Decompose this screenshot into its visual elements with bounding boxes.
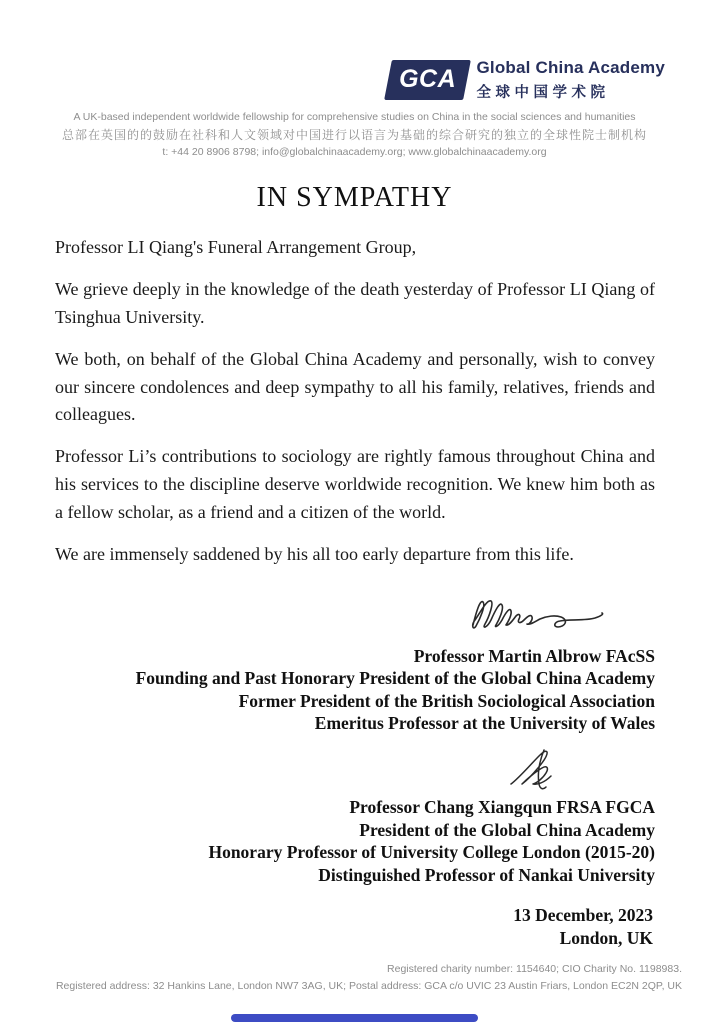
logo-name-chinese: 全球中国学术院 bbox=[476, 85, 610, 101]
gca-logo bbox=[0, 0, 709, 102]
letter-place: London, UK bbox=[559, 927, 653, 948]
letter-title: IN SYMPATHY bbox=[256, 182, 453, 213]
letter-date: 13 December, 2023 bbox=[513, 905, 653, 926]
signatory-2-title-2: Honorary Professor of University College London (2015-20) bbox=[208, 842, 655, 863]
logo-name-english: Global China Academy bbox=[476, 58, 665, 77]
paragraph-2: We both, on behalf of the Global China Academy and personally, wish to convey our sincere condolences and deep sympathy to all his family, relatives, friends and colleagues. bbox=[55, 348, 655, 425]
charity-number-line: Registered charity number: 1154640; CIO Charity No. 1198983. bbox=[387, 963, 682, 976]
paragraph-1: We grieve deeply in the knowledge of the death yesterday of Professor LI Qiang of Tsinghua University. bbox=[55, 278, 655, 327]
contact-line: t: +44 20 8906 8798; info@globalchinaacademy.org; www.globalchinaacademy.org bbox=[162, 146, 547, 158]
signature-martin-albrow-drawing bbox=[463, 589, 613, 641]
signatory-1-title-3: Emeritus Professor at the University of Wales bbox=[314, 713, 655, 734]
gca-logo-text bbox=[476, 58, 665, 102]
signatory-1-name: Professor Martin Albrow FAcSS bbox=[413, 645, 655, 666]
salutation: Professor LI Qiang's Funeral Arrangement Group, bbox=[55, 237, 417, 257]
signature-chang-xiangqun-drawing bbox=[495, 746, 569, 794]
gca-logo-acronym: GCA bbox=[399, 65, 457, 93]
signatory-1-title-2: Former President of the British Sociological Association bbox=[238, 690, 655, 711]
tagline-english: A UK-based independent worldwide fellowship for comprehensive studies on China in the social sciences and humanities bbox=[73, 111, 636, 123]
signatory-2-name: Professor Chang Xiangqun FRSA FGCA bbox=[349, 797, 655, 818]
signature-martin-albrow bbox=[0, 589, 709, 643]
gca-logo-box bbox=[385, 60, 472, 100]
signatory-2-title-3: Distinguished Professor of Nankai University bbox=[318, 864, 655, 885]
bottom-accent-bar bbox=[231, 1014, 478, 1022]
signatory-2-title-1: President of the Global China Academy bbox=[359, 819, 655, 840]
signatory-2-block bbox=[0, 796, 655, 886]
letter-body bbox=[55, 234, 655, 569]
dateline bbox=[0, 904, 653, 950]
paragraph-3: Professor Li’s contributions to sociology are rightly famous throughout China and his services to the discipline deserve worldwide recognition. We knew him both as a fellow scholar, as a friend and a citizen of the world. bbox=[55, 446, 655, 523]
signature-chang-xiangqun bbox=[0, 746, 709, 794]
header-taglines bbox=[0, 111, 709, 158]
registration-footer bbox=[56, 961, 682, 994]
signatory-1-block bbox=[0, 645, 655, 735]
address-line: Registered address: 32 Hankins Lane, London NW7 3AG, UK; Postal address: GCA c/o UVIC 23 Austin Friars, London EC2N 2QP, UK bbox=[55, 979, 682, 992]
signatory-1-title-1: Founding and Past Honorary President of the Global China Academy bbox=[135, 668, 655, 689]
paragraph-4: We are immensely saddened by his all too early departure from this life. bbox=[55, 544, 574, 565]
tagline-chinese: 总部在英国的的鼓励在社科和人文领域对中国进行以语言为基础的综合研究的独立的全球性院士制机构 bbox=[61, 128, 647, 142]
